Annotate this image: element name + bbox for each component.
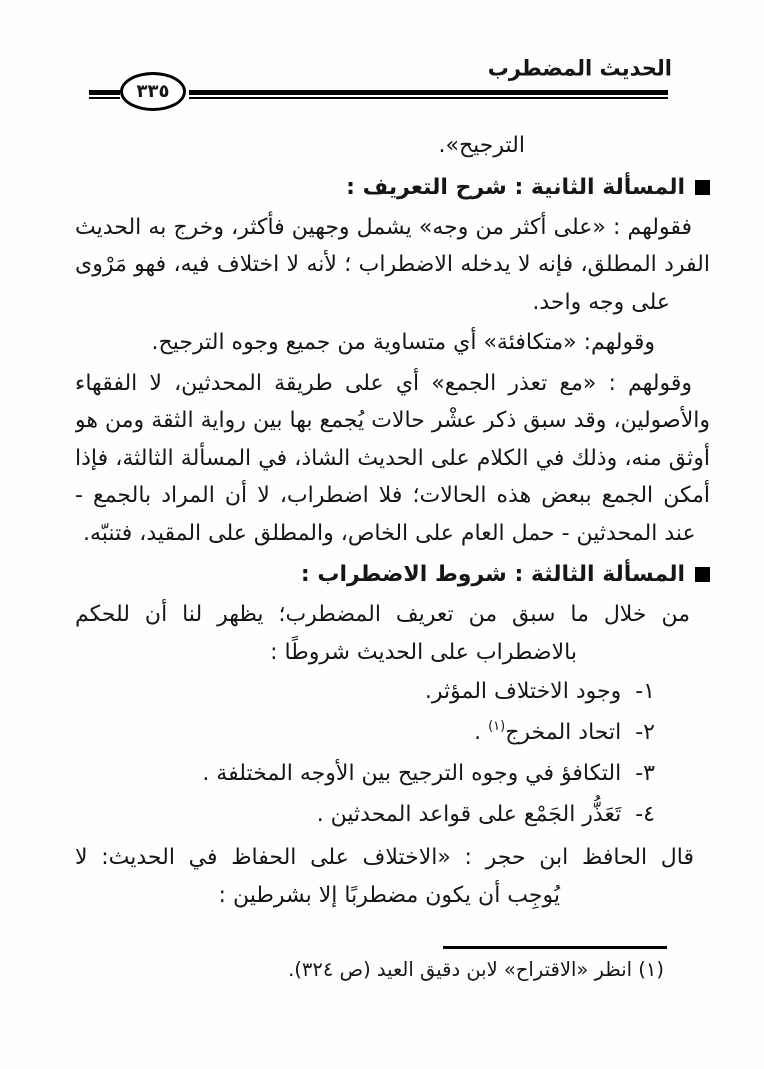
body-line: أمكن الجمع ببعض هذه الحالات؛ فلا اضطراب، لا أن المراد بالجمع - [75, 483, 710, 508]
body-line: يُوجِب أن يكون مضطربًا إلا بشرطين : [218, 882, 560, 908]
list-item [75, 712, 710, 753]
list-item-text: وجود الاختلاف المؤثر. [424, 679, 622, 704]
body-line-intro: الترجيح». [438, 133, 525, 158]
body-line: الفرد المطلق، فإنه لا يدخله الاضطراب ؛ لأنه لا اختلاف فيه، فهو مَرْوى [75, 252, 710, 277]
square-bullet-icon [695, 567, 710, 582]
list-item-number: ١- [635, 679, 655, 704]
list-item [75, 753, 710, 794]
body-line: أوثق منه، وذلك في الكلام على الحديث الشاذ، في المسألة الثالثة، فإذا [75, 445, 710, 471]
section-heading-third [75, 559, 710, 590]
square-bullet-icon [695, 180, 710, 195]
body-line: عند المحدثين - حمل العام على الخاص، والمطلق على المقيد، فتنبّه. [83, 520, 696, 546]
list-item-number: ٢- [635, 720, 655, 745]
section-heading-text: المسألة الثانية : شرح التعريف : [346, 174, 685, 200]
list-item-text: التكافؤ في وجوه الترجيح بين الأوجه المختلفة . [202, 761, 622, 786]
list-item [75, 794, 710, 835]
book-title: الحديث المضطرب [487, 55, 672, 81]
section-heading-text: المسألة الثالثة : شروط الاضطراب : [300, 562, 685, 587]
footnote-marker: (١) [488, 719, 506, 734]
page-body [75, 127, 710, 914]
footnote-divider [443, 946, 667, 949]
body-line: بالاضطراب على الحديث شروطًا : [270, 639, 577, 665]
page-number: ٣٣٥ [136, 81, 170, 102]
list-item-tail: . [474, 720, 489, 745]
list-item-number: ٤- [635, 802, 655, 827]
list-item [75, 671, 710, 712]
list-item-text: تَعَذُّر الجَمْع على قواعد المحدثين . [316, 802, 622, 827]
body-line: من خلال ما سبق من تعريف المضطرب؛ يظهر لنا أن للحكم [75, 602, 690, 627]
header-rule [189, 90, 668, 99]
footnote-text: (١) انظر «الاقتراح» لابن دقيق العيد (ص ٣٢٤). [288, 958, 664, 981]
body-line: على وجه واحد. [532, 289, 670, 315]
list-item-number: ٣- [635, 761, 655, 786]
body-line: والأصولين، وقد سبق ذكر عشْر حالات يُجمع بها بين رواية الثقة ومن هو [75, 408, 710, 433]
list-item-text: اتحاد المخرج [505, 720, 622, 745]
section-heading-second [75, 172, 710, 203]
header-rule-left [89, 90, 120, 99]
body-line: وقولهم : «مع تعذر الجمع» أي على طريقة المحدثين، لا الفقهاء [75, 370, 692, 396]
page-number-badge [120, 72, 186, 111]
body-line: فقولهم : «على أكثر من وجه» يشمل وجهين فأكثر، وخرج به الحديث [75, 214, 692, 240]
body-line: وقولهم: «متكافئة» أي متساوية من جميع وجوه الترجيح. [151, 330, 655, 355]
body-line: قال الحافظ ابن حجر : «الاختلاف على الحفاظ في الحديث: لا [75, 845, 694, 870]
